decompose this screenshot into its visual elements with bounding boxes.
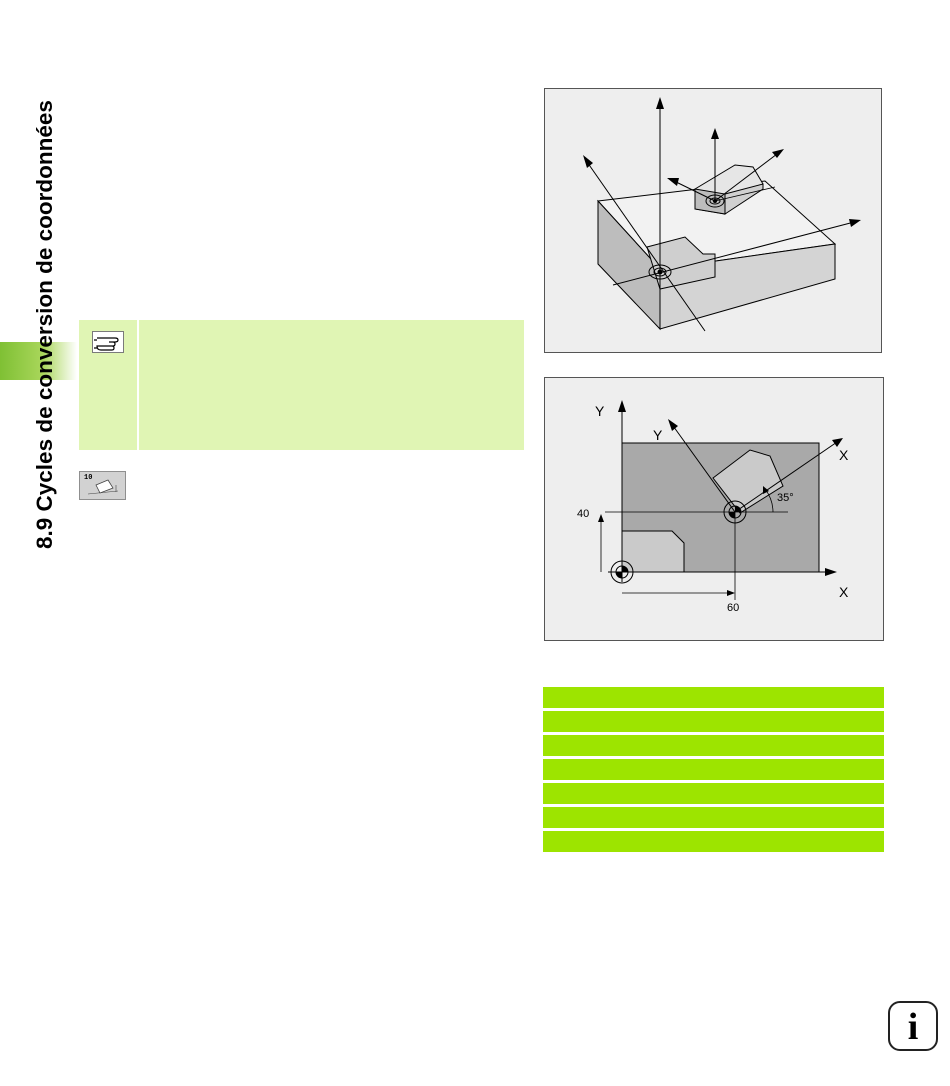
label-x-rotated: X bbox=[839, 447, 849, 463]
figure-3d-rotation bbox=[544, 88, 882, 353]
label-y-rotated: Y bbox=[653, 427, 663, 443]
rotation-cycle-icon bbox=[80, 472, 125, 499]
figure-2d-rotation bbox=[544, 377, 884, 641]
label-40: 40 bbox=[577, 508, 590, 520]
label-y-base: Y bbox=[595, 403, 605, 419]
figure-2d-drawing bbox=[545, 378, 883, 640]
green-table bbox=[543, 687, 884, 855]
note-icon-column bbox=[79, 320, 139, 450]
rotation-softkey[interactable] bbox=[79, 471, 126, 500]
label-angle: 35° bbox=[777, 492, 794, 504]
label-60: 60 bbox=[727, 602, 740, 614]
pointing-hand-icon bbox=[92, 331, 124, 353]
section-title: 8.9 Cycles de conversion de coordonnées bbox=[32, 100, 57, 549]
info-icon: i bbox=[907, 1006, 919, 1048]
table-row bbox=[543, 735, 884, 756]
table-row bbox=[543, 783, 884, 804]
table-row bbox=[543, 807, 884, 828]
figure-3d-drawing bbox=[545, 89, 881, 352]
note-box bbox=[79, 320, 524, 450]
table-row bbox=[543, 759, 884, 780]
info-button[interactable] bbox=[888, 1001, 938, 1051]
table-row bbox=[543, 831, 884, 852]
softkey-number: 10 bbox=[84, 474, 93, 482]
label-x-base: X bbox=[839, 584, 849, 600]
table-row bbox=[543, 711, 884, 732]
table-row bbox=[543, 687, 884, 708]
